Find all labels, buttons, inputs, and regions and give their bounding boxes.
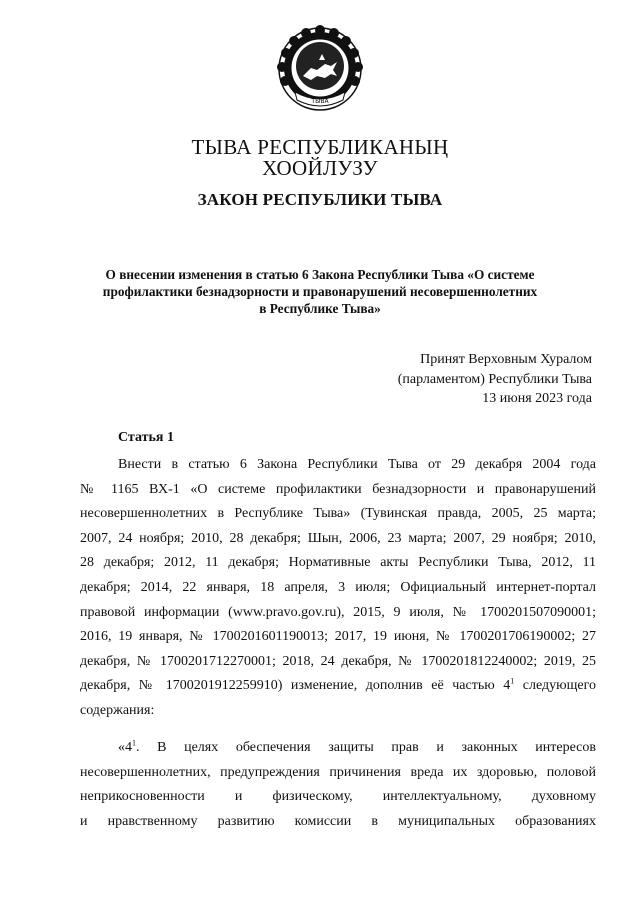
coat-of-arms-icon [275, 24, 365, 114]
article-paragraph-2 [80, 736, 596, 834]
paragraph-line: несовершеннолетних, предупреждения причинения вреда их здоровью, половой [80, 764, 596, 780]
paragraph-line: и нравственному развитию комиссии в муниципальных образованиях [80, 813, 596, 829]
article-paragraph-1 [80, 453, 596, 724]
paragraph-line: правовой информации (www.pravo.gov.ru), 2015, 9 июля, № 1700201507090001; [80, 604, 596, 620]
law-subject [80, 266, 560, 317]
line-text: . В целях обеспечения защиты прав и законных интересов [136, 740, 596, 755]
paragraph-line: неприкосновенности и физическому, интеллектуальному, духовному [80, 789, 596, 805]
superscript: 1 [510, 676, 515, 686]
subject-line1: О внесении изменения в статью 6 Закона Республики Тыва «О системе [105, 267, 535, 282]
subject-line2: профилактики безнадзорности и правонарушений несовершеннолетних [102, 284, 538, 299]
paragraph-line: содержания: [80, 702, 155, 718]
republic-name-line2: ХООЙЛУЗУ [262, 156, 378, 180]
line-text: «4 [118, 740, 132, 755]
adoption-line1: Принят Верховным Хуралом [420, 352, 592, 367]
adoption-line2: (парламентом) Республики Тыва [397, 371, 592, 387]
adoption-info [398, 350, 592, 409]
paragraph-line: декабря; 2014, 22 января, 18 апреля, 3 июля; Официальный интернет-портал [80, 579, 596, 595]
law-title: ЗАКОН РЕСПУБЛИКИ ТЫВА [197, 190, 443, 209]
superscript: 1 [132, 738, 136, 748]
paragraph-line: Внести в статью 6 Закона Республики Тыва от 29 декабря 2004 года [118, 457, 596, 472]
republic-name-line1: ТЫВА РЕСПУБЛИКАНЫҢ [191, 135, 449, 159]
paragraph-line: 2016, 19 января, № 1700201601190013; 2017, 19 июня, № 1700201706190002; 27 [80, 629, 596, 645]
paragraph-line: 28 декабря; 2012, 11 декабря; Нормативные акты Республики Тыва, 2012, 11 [80, 555, 596, 571]
coat-of-arms-emblem [275, 24, 365, 114]
line-text: следующего [514, 678, 596, 694]
adoption-date: 13 июня 2023 года [482, 391, 592, 406]
paragraph-line-with-superscript [80, 674, 596, 699]
paragraph-line: № 1165 ВХ-1 «О системе профилактики безнадзорности и правонарушений [80, 481, 596, 497]
paragraph-line: 2007, 24 ноября; 2010, 28 декабря; Шын, 2006, 23 марта; 2007, 29 ноября; 2010, [80, 530, 596, 546]
line-text: декабря, № 1700201912259910) изменение, дополнив её частью 4 [80, 678, 511, 694]
subject-line3: в Республике Тыва» [259, 301, 381, 316]
emblem-text: ТЫВА [311, 98, 329, 105]
paragraph-line: декабря, № 1700201712270001; 2018, 24 декабря, № 1700201812240002; 2019, 25 [80, 653, 596, 669]
article-heading: Статья 1 [118, 430, 174, 445]
paragraph-line: несовершеннолетних в Республике Тыва» (Тувинская правда, 2005, 25 марта; [80, 506, 596, 522]
paragraph-line-with-superscript [80, 736, 596, 761]
